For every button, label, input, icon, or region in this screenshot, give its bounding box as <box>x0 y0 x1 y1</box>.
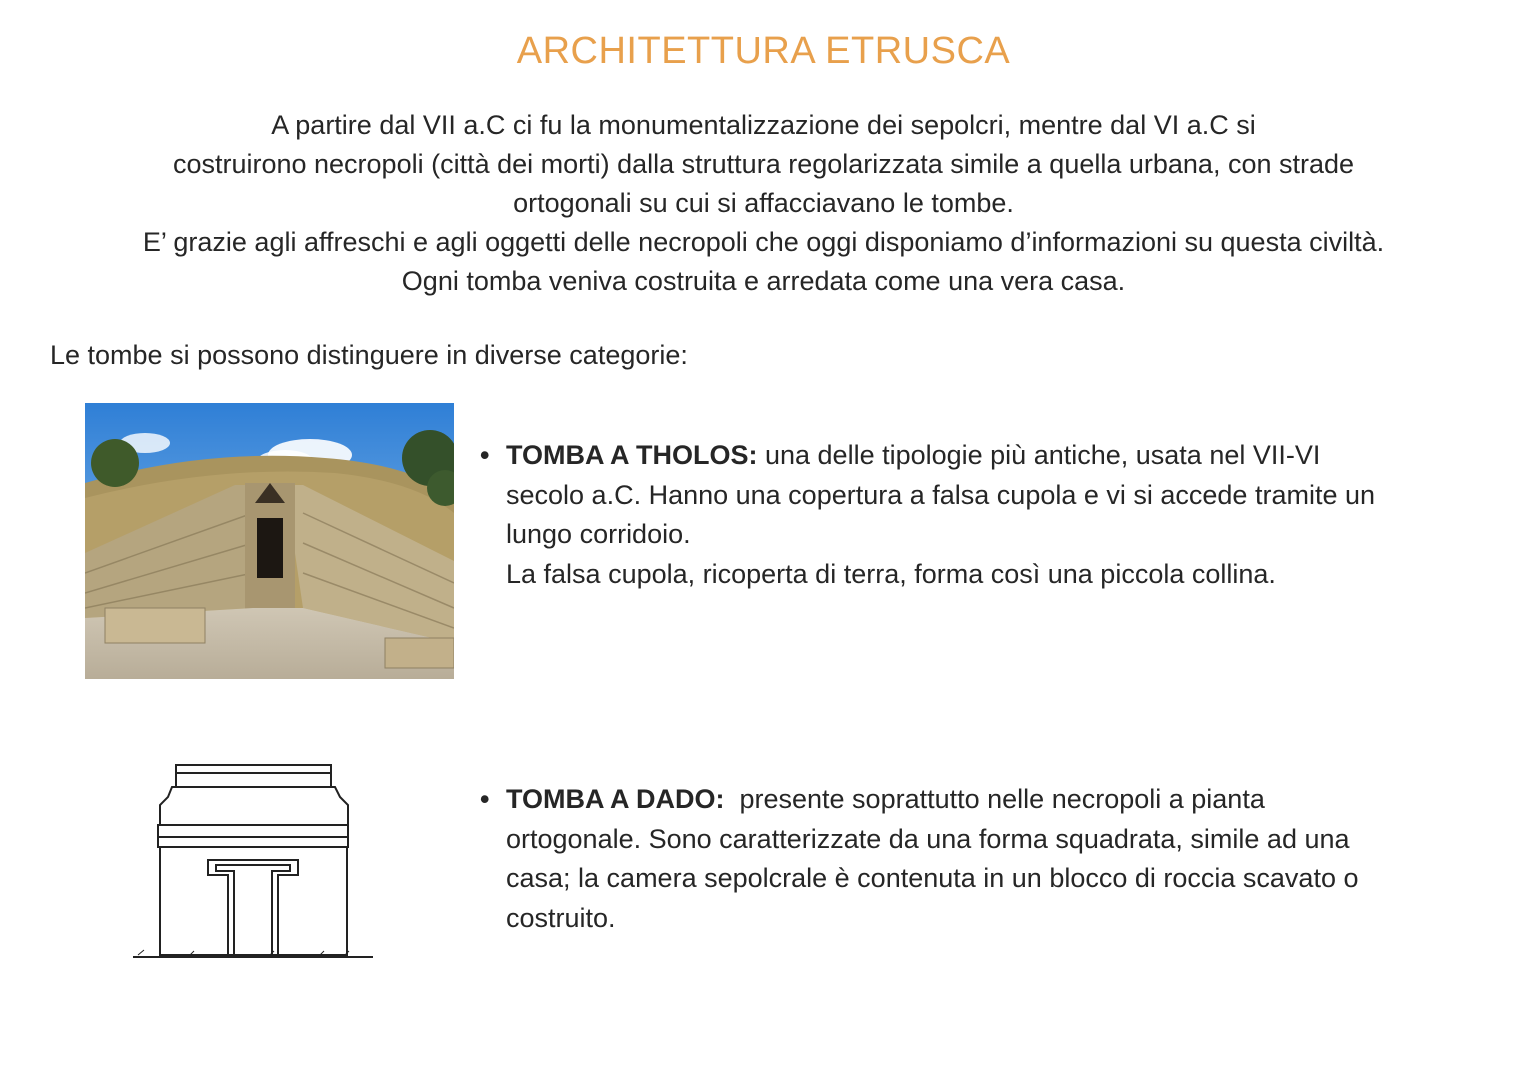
item-first-line <box>480 436 1490 476</box>
tholos-description <box>480 436 1490 594</box>
tholos-tomb-photo <box>85 403 454 679</box>
item-line: lungo corridoio. <box>506 519 691 549</box>
item-text: una delle tipologie più antiche, usata nel VII-VI <box>757 440 1321 470</box>
intro-line: A partire dal VII a.C ci fu la monumentalizzazione dei sepolcri, mentre dal VI a.C si <box>271 110 1256 140</box>
item-line: casa; la camera sepolcrale è contenuta in un blocco di roccia scavato o <box>506 863 1359 893</box>
item-label: TOMBA A THOLOS: <box>506 440 758 470</box>
item-line: ortogonale. Sono caratterizzate da una forma squadrata, simile ad una <box>506 823 1350 854</box>
item-text: presente soprattutto nelle necropoli a pianta <box>724 784 1265 814</box>
intro-line: Ogni tomba veniva costruita e arredata come una vera casa. <box>401 266 1126 296</box>
item-line: secolo a.C. Hanno una copertura a falsa cupola e vi si accede tramite un <box>506 479 1375 510</box>
item-first-line <box>480 780 1490 820</box>
item-label: TOMBA A DADO: <box>506 784 725 814</box>
bullet: • <box>480 784 490 814</box>
intro-line: ortogonali su cui si affacciavano le tombe. <box>513 188 1014 218</box>
intro-line: E’ grazie agli affreschi e agli oggetti delle necropoli che oggi disponiamo d’informazioni su questa civiltà. <box>142 227 1385 257</box>
dado-tomb-drawing <box>128 725 378 970</box>
dado-description <box>480 780 1490 938</box>
intro-line: costruirono necropoli (città dei morti) dalla struttura regolarizzata simile a quella urbana, con strade <box>172 149 1355 179</box>
categories-lead: Le tombe si possono distinguere in diverse categorie: <box>50 340 688 370</box>
item-line: La falsa cupola, ricoperta di terra, forma così una piccola collina. <box>506 558 1276 589</box>
intro-paragraph <box>40 106 1487 301</box>
item-line: costruito. <box>506 902 616 933</box>
bullet: • <box>480 440 490 470</box>
page-title: ARCHITETTURA ETRUSCA <box>516 30 1011 72</box>
